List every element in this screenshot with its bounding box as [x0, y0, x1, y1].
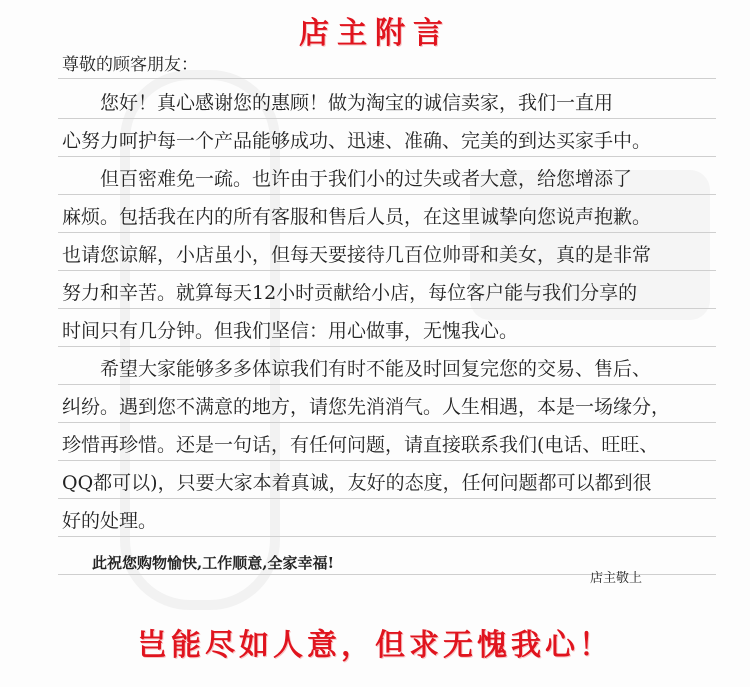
body-line: 珍惜再珍惜。还是一句话，有任何问题，请直接联系我们(电话、旺旺、 — [62, 434, 659, 456]
body-line: 希望大家能够多多体谅我们有时不能及时回复完您的交易、售后、 — [62, 358, 652, 380]
rule-line — [58, 422, 716, 423]
body-line: 您好！真心感谢您的惠顾！做为淘宝的诚信卖家，我们一直用 — [62, 92, 614, 114]
closing-wish: 此祝您购物愉快,工作顺意,全家幸福! — [62, 554, 335, 572]
rule-line — [58, 346, 716, 347]
body-line: QQ都可以)，只要大家本着真诚，友好的态度，任何问题都可以都到很 — [62, 472, 652, 494]
rule-line — [58, 460, 716, 461]
rule-line — [58, 384, 716, 385]
page-title: 店主附言 — [299, 16, 451, 51]
rule-line — [58, 232, 716, 233]
rule-line — [58, 194, 716, 195]
body-line: 心努力呵护每一个产品能够成功、迅速、准确、完美的到达买家手中。 — [62, 130, 652, 152]
rule-line — [58, 308, 716, 309]
body-line: 好的处理。 — [62, 510, 158, 532]
signature: 店主敬上 — [590, 571, 643, 586]
body-line: 努力和辛苦。就算每天12小时贡献给小店，每位客户能与我们分享的 — [62, 282, 638, 304]
body-line: 但百密难免一疏。也许由于我们小的过失或者大意，给您增添了 — [62, 168, 633, 190]
rule-line — [58, 118, 716, 119]
rule-line — [58, 270, 716, 271]
rule-line — [58, 156, 716, 157]
body-line: 也请您谅解，小店虽小，但每天要接待几百位帅哥和美女，真的是非常 — [62, 244, 652, 266]
slogan: 岂能尽如人意，但求无愧我心！ — [137, 628, 613, 663]
body-line: 纠纷。遇到您不满意的地方，请您先消消气。人生相遇，本是一场缘分， — [62, 396, 671, 418]
rule-line — [58, 498, 716, 499]
rule-line — [58, 536, 716, 537]
greeting: 尊敬的顾客朋友： — [62, 55, 198, 75]
body-line: 麻烦。包括我在内的所有客服和售后人员，在这里诚挚向您说声抱歉。 — [62, 206, 652, 228]
body-line: 时间只有几分钟。但我们坚信：用心做事，无愧我心。 — [62, 320, 519, 342]
